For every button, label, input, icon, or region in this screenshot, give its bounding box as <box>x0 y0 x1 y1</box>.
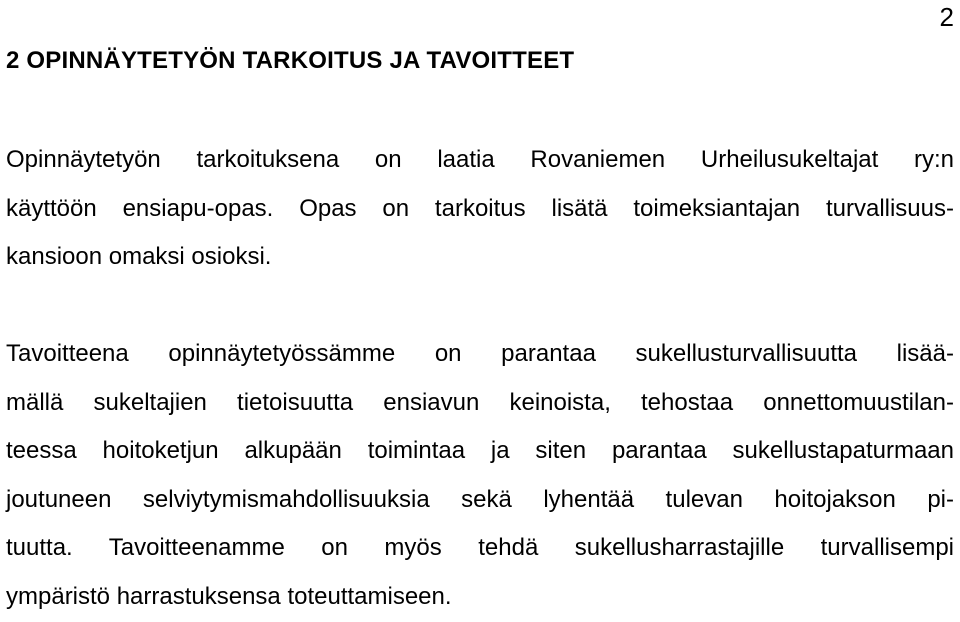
section-heading: 2 OPINNÄYTETYÖN TARKOITUS JA TAVOITTEET <box>6 47 575 74</box>
paragraph-line: Opinnäytetyön tarkoituksena on laatia Rovaniemen Urheilusukeltajat ry:n <box>6 146 954 173</box>
paragraph-line: käyttöön ensiapu-opas. Opas on tarkoitus lisätä toimeksiantajan turvallisuus- <box>6 194 954 222</box>
paragraph-line: ympäristö harrastuksensa toteuttamiseen. <box>6 582 452 610</box>
paragraph-line: tuutta. Tavoitteenamme on myös tehdä sukellusharrastajille turvallisempi <box>6 534 954 562</box>
paragraph-line: kansioon omaksi osioksi. <box>6 243 272 271</box>
paragraph-line: teessa hoitoketjun alkupään toimintaa ja siten parantaa sukellustapaturmaan <box>6 437 954 465</box>
paragraph-goals <box>6 330 954 622</box>
paragraph-line: Tavoitteena opinnäytetyössämme on parantaa sukellusturvallisuutta lisää- <box>6 340 954 367</box>
paragraph-purpose <box>6 136 954 282</box>
paragraph-line: mällä sukeltajien tietoisuutta ensiavun keinoista, tehostaa onnettomuustilan- <box>6 388 954 416</box>
page-number: 2 <box>939 2 954 32</box>
paragraph-line: joutuneen selviytymismahdollisuuksia sekä lyhentää tulevan hoitojakson pi- <box>6 485 954 513</box>
